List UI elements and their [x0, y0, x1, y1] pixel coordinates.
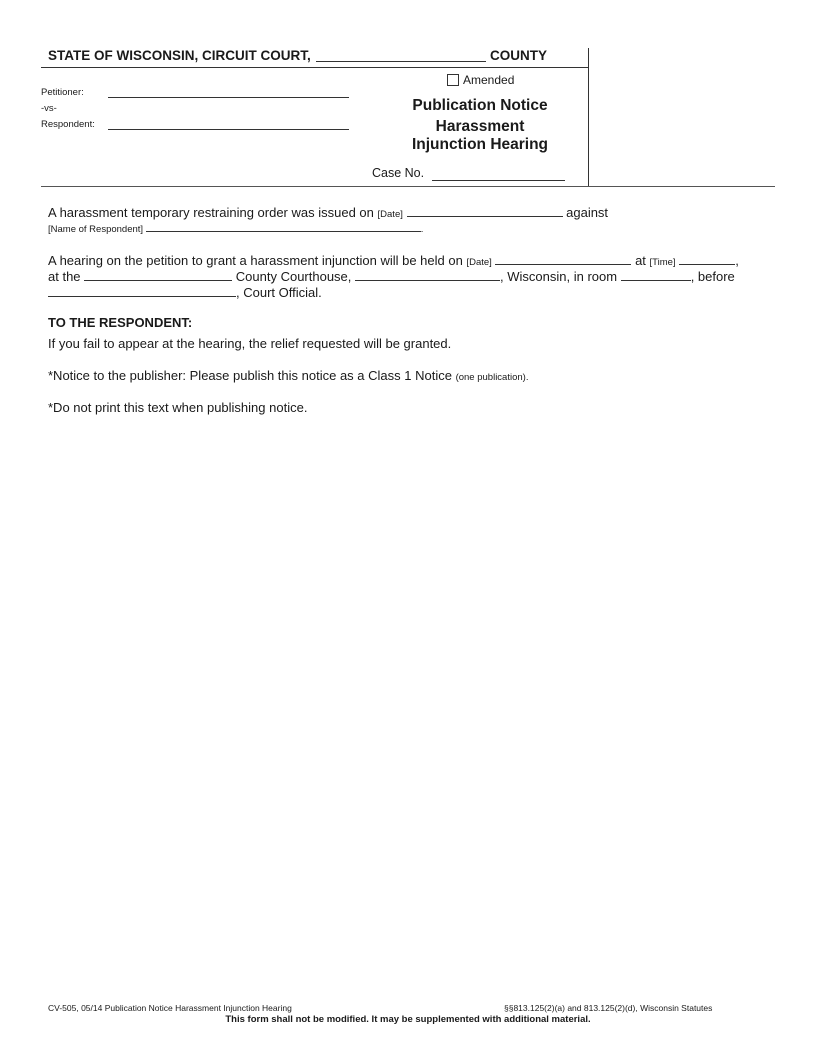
date-hint: [Date]: [377, 209, 403, 220]
wisconsin-in-room-text: , Wisconsin, in room: [500, 269, 618, 284]
comma: ,: [735, 253, 739, 268]
time-hint: [Time]: [649, 257, 676, 268]
county-courthouse-field[interactable]: [84, 267, 232, 281]
header-bottom-divider: [41, 186, 775, 187]
county-courthouse-text: County Courthouse,: [235, 269, 352, 284]
footer-statutes: §§813.125(2)(a) and 813.125(2)(d), Wisconsin Statutes: [504, 1003, 713, 1013]
hearing-line-1: [48, 251, 739, 268]
petitioner-field[interactable]: [108, 97, 349, 98]
hearing-date-hint: [Date]: [466, 257, 492, 268]
respondent-name-line: [48, 221, 423, 235]
header-vertical-divider: [588, 48, 589, 186]
county-field[interactable]: [316, 61, 486, 62]
period: .: [420, 224, 424, 235]
header-top-divider: [41, 67, 588, 68]
case-no-label: Case No.: [372, 166, 425, 180]
vs-label: -vs-: [41, 103, 57, 114]
at-the-text: at the: [48, 269, 81, 284]
court-official-text: , Court Official.: [236, 285, 322, 300]
respondent-label: Respondent:: [41, 119, 95, 130]
respondent-name-field[interactable]: [146, 221, 421, 232]
room-field[interactable]: [621, 267, 691, 281]
do-not-print-text: *Do not print this text when publishing notice.: [48, 400, 308, 415]
amended-label: Amended: [463, 73, 515, 87]
petitioner-label: Petitioner:: [41, 87, 84, 98]
state-court-label: [48, 48, 311, 63]
before-text: , before: [690, 269, 735, 284]
state-court-text: STATE OF WISCONSIN, CIRCUIT COURT,: [48, 48, 311, 63]
county-label: COUNTY: [490, 48, 547, 63]
tro-issued-text: A harassment temporary restraining order was issued on: [48, 205, 374, 220]
hearing-text: A hearing on the petition to grant a harassment injunction will be held on: [48, 253, 463, 268]
fail-to-appear-text: If you fail to appear at the hearing, the relief requested will be granted.: [48, 336, 452, 351]
form-title-line3: Injunction Hearing: [411, 136, 549, 153]
hearing-date-field[interactable]: [495, 251, 631, 265]
tro-date-field[interactable]: [407, 203, 563, 217]
publisher-notice-small: (one publication).: [455, 372, 529, 383]
hearing-time-field[interactable]: [679, 251, 735, 265]
name-of-respondent-hint: [Name of Respondent]: [48, 224, 144, 235]
case-no-field[interactable]: [432, 180, 565, 181]
form-title-line2: Harassment: [435, 118, 525, 135]
footer-disclaimer: This form shall not be modified. It may be supplemented with additional material.: [225, 1014, 591, 1025]
amended-checkbox-row[interactable]: [447, 73, 514, 87]
to-respondent-heading: TO THE RESPONDENT:: [48, 315, 193, 330]
city-field[interactable]: [355, 267, 500, 281]
court-official-field[interactable]: [48, 283, 236, 297]
respondent-field[interactable]: [108, 129, 349, 130]
footer-form-id: CV-505, 05/14 Publication Notice Harassment Injunction Hearing: [48, 1003, 292, 1013]
publisher-notice: [48, 368, 528, 383]
tro-issued-line: [48, 203, 608, 220]
publisher-notice-text: *Notice to the publisher: Please publish this notice as a Class 1 Notice: [48, 368, 452, 383]
hearing-line-2: [48, 267, 735, 284]
against-text: against: [566, 205, 609, 220]
at-text: at: [635, 253, 646, 268]
amended-checkbox[interactable]: [447, 74, 459, 86]
form-title-line1: Publication Notice: [412, 97, 548, 114]
hearing-line-3: [48, 283, 322, 300]
